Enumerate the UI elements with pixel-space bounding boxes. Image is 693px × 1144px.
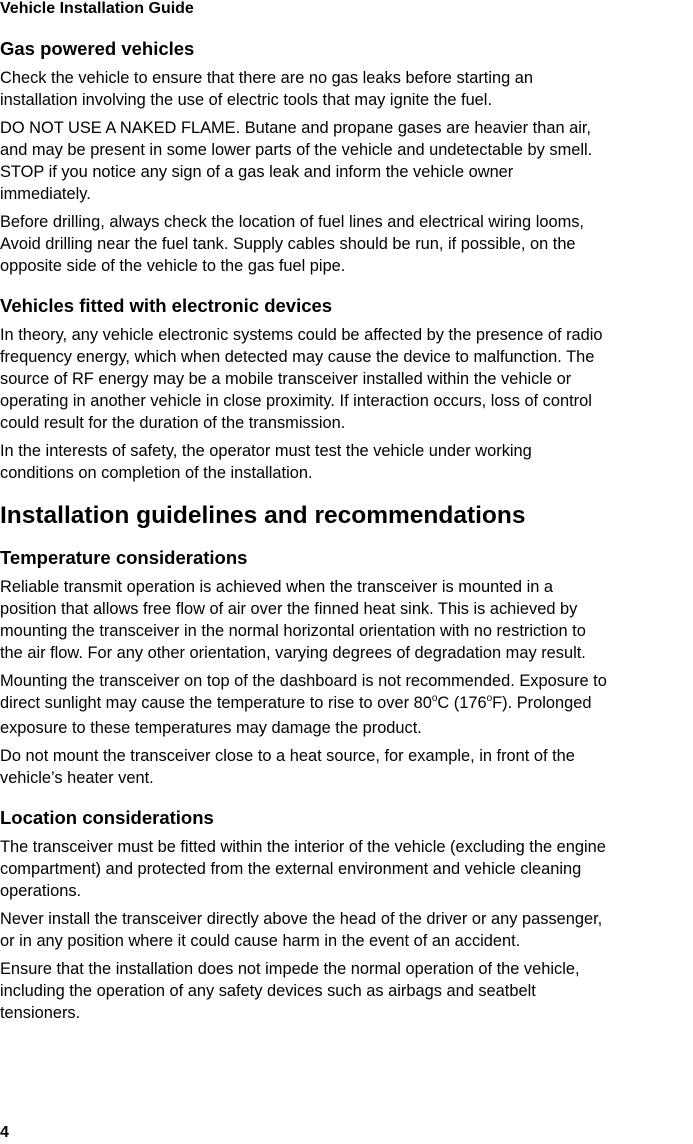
paragraph-gas-1: Check the vehicle to ensure that there are no gas leaks before starting an installation involving the use of electric tools that may ignite the fuel. <box>0 69 534 109</box>
paragraph-gas-2: DO NOT USE A NAKED FLAME. Butane and propane gases are heavier than air, and may be present in some lower parts of the vehicle and undetectable by smell. STOP if you notice any sign of a gas leak and inform the vehicle owner immediately. <box>0 119 593 203</box>
paragraph-electronic-1: In theory, any vehicle electronic systems could be affected by the presence of radio frequency energy, which when detected may cause the device to malfunction. The source of RF energy may be a mobile transceiver installed within the vehicle or operating in another vehicle in close proximity. If interaction occurs, loss of control could result for the duration of the transmission. <box>0 326 603 432</box>
paragraph-electronic-2: In the interests of safety, the operator must test the vehicle under working conditions on completion of the installation. <box>0 442 532 482</box>
main-heading: Installation guidelines and recommendations <box>0 502 526 529</box>
paragraph-location-1: The transceiver must be fitted within the interior of the vehicle (excluding the engine compartment) and protected from the external environment and vehicle cleaning operations. <box>0 838 606 900</box>
section-location <box>0 805 693 1024</box>
paragraph-location-2: Never install the transceiver directly above the head of the driver or any passenger, or in any position where it could cause harm in the event of an accident. <box>0 910 603 950</box>
degree-superscript: o <box>431 693 438 704</box>
running-head: Vehicle Installation Guide <box>0 0 194 17</box>
section-temperature <box>0 545 693 789</box>
section-heading-temperature: Temperature considerations <box>0 547 248 568</box>
page-content <box>0 36 693 1030</box>
paragraph-temperature-2 <box>0 670 693 739</box>
section-heading-gas: Gas powered vehicles <box>0 38 195 59</box>
section-heading-electronic: Vehicles fitted with electronic devices <box>0 295 333 316</box>
section-electronic-devices <box>0 293 693 484</box>
paragraph-temperature-3: Do not mount the transceiver close to a heat source, for example, in front of the vehicle’s heater vent. <box>0 747 575 787</box>
section-gas-powered-vehicles <box>0 36 693 277</box>
paragraph-gas-3: Before drilling, always check the location of fuel lines and electrical wiring looms, Avoid drilling near the fuel tank. Supply cables should be run, if possible, on the opposite side of the vehicle to the gas fuel pipe. <box>0 213 584 275</box>
degree-superscript: o <box>486 693 493 704</box>
paragraph-temperature-1: Reliable transmit operation is achieved when the transceiver is mounted in a position that allows free flow of air over the finned heat sink. This is achieved by mounting the transceiver in the normal horizontal orientation with no restriction to the air flow. For any other orientation, varying degrees of degradation may result. <box>0 578 586 662</box>
temperature-text-a: Mounting the transceiver on top of the dashboard is not recommended. Exposure to direct sunlight may cause the temperature to rise to over 80 <box>0 672 607 712</box>
temperature-text-c: F). Prolonged exposure to these temperatures may damage the product. <box>0 694 592 737</box>
page-number: 4 <box>0 1124 9 1141</box>
paragraph-location-3: Ensure that the installation does not impede the normal operation of the vehicle, including the operation of any safety devices such as airbags and seatbelt tensioners. <box>0 960 580 1022</box>
temperature-text-b: C (176 <box>437 694 487 712</box>
section-heading-location: Location considerations <box>0 807 214 828</box>
